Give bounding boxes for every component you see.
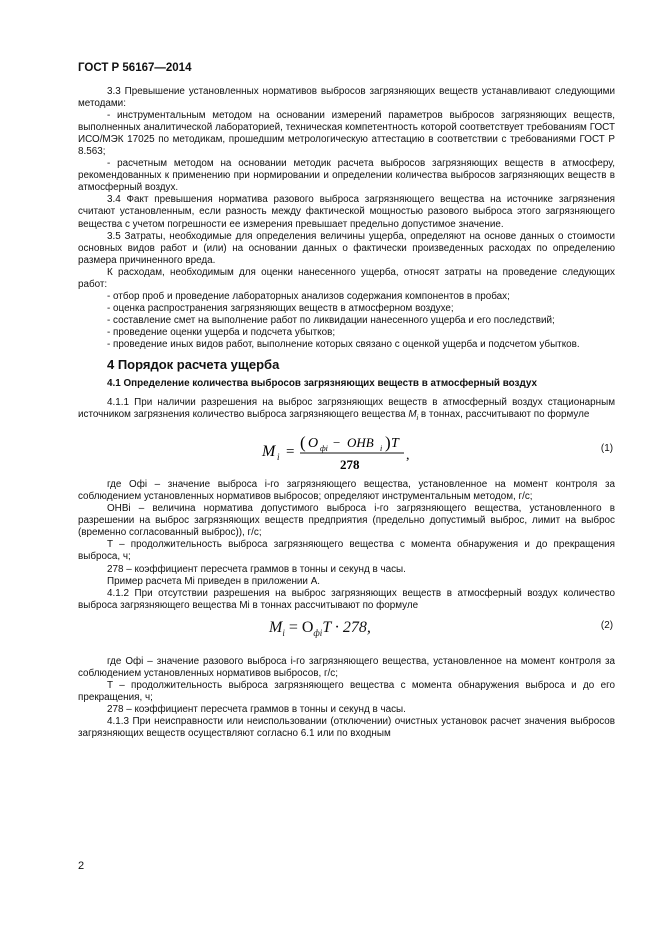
paragraph-4-1-1-end: в тоннах, рассчитывают по формуле [418,409,590,421]
formula-2-rest: T · 278, [322,618,371,636]
formula-1-o: O [308,436,319,452]
formula-1 [78,429,615,475]
variable-m-sub: i [416,415,419,423]
formula-1-paren-close: ) [385,433,391,453]
section-heading-4: 4 Порядок расчета ущерба [107,357,280,373]
list-item-other-works: - проведение иных видов работ, выполнение которых связано с оценкой ущерба и подсчетом убытков. [107,338,580,350]
paragraph-expenses: К расходам, необходимым для оценки нанесенного ущерба, относят затраты на проведение следующих работ: [78,266,615,290]
formula-2-o-sub: фi [313,627,323,638]
formula-1-onv-sub: i [380,444,383,454]
definition-onv: ОНВi – величина норматива допустимого выброса i-го загрязняющего вещества, установленного в разрешении на выброс загрязняющих веществ предприятия (предельно допустимый выброс, лимит на выброс (временно согласованный выброс)), г/с; [78,503,615,539]
paragraph-4-1-1-text: 4.1.1 При наличии разрешения на выброс загрязняющих веществ в атмосферный воздух стационарным источником загрязнения количество выброса загрязняющего вещества [78,397,615,421]
formula-1-o-sub: фi [320,444,328,454]
paragraph-4-1-3: 4.1.3 При неисправности или неиспользовании (отключении) очистных установок расчет значения выбросов загрязняющих веществ осуществляют согласно 6.1 или по входным [78,715,615,739]
formula-2-expression [269,618,371,639]
list-item-sampling: - отбор проб и проведение лабораторных анализов содержания компонентов в пробах; [107,290,510,302]
paragraph-3-3: 3.3 Превышение установленных нормативов выбросов загрязняющих веществ устанавливают следующими методами: [78,86,615,110]
formula-2 [78,616,615,650]
formula-1-denominator: 278 [340,457,360,473]
formula-2-number: (2) [600,619,613,631]
page-number: 2 [78,860,85,872]
paragraph-4-1-1 [78,397,615,425]
formula-1-t: T [391,436,399,452]
formula-1-equals: = [286,444,295,461]
definition-278-2: 278 – коэффициент пересчета граммов в тонны и секунд в часы. [107,703,406,715]
definition-t: T – продолжительность выброса загрязняющего вещества с момента обнаружения и до прекращения выброса, ч; [78,539,615,563]
formula-1-graphic [260,429,500,475]
formula-1-onv: ОНВ [347,435,374,451]
paragraph-4-1-2: 4.1.2 При отсутствии разрешения на выброс загрязняющих веществ в атмосферный воздух количество выброса загрязняющего вещества Mi в тоннах рассчитывают по формуле [78,587,615,611]
paragraph-3-4: 3.4 Факт превышения норматива разового выброса загрязняющего вещества на источнике загрязнения считают установленным, если разность между фактической мощностью разового выброса этого загрязняющего вещества с учетом погрешности ее измерения превышает предельно допустимое значение. [78,194,615,230]
definition-278: 278 – коэффициент пересчета граммов в тонны и секунд в часы. [107,563,406,575]
list-item-damage-evaluation: - проведение оценки ущерба и подсчета убытков; [107,326,336,338]
formula-2-m-sub: i [282,627,285,638]
list-item-instrumental: - инструментальным методом на основании измерений параметров выбросов загрязняющих веществ, выполненных аналитической лабораторией, техническая компетентность которой соответствует требованиям ГОСТ ИСО/МЭК 17025 по методикам, прошедшим метрологическую аттестацию в соответствии с требованиями ГОСТ Р 8.563; [78,110,615,158]
document-body [78,86,615,740]
list-item-calculation: - расчетным методом на основании методик расчета выбросов загрязняющих веществ в атмосферу, рекомендованных к применению при нормировании и определении количества выбросов загрязняющих веществ в атмосферный воздух. [78,158,615,194]
subsection-heading-4-1: 4.1 Определение количества выбросов загрязняющих веществ в атмосферный воздух [107,378,537,390]
formula-1-paren-open: ( [300,433,306,453]
definition-t-2: T – продолжительность выброса загрязняющего вещества с момента обнаружения выброса и до его прекращения, ч; [78,679,615,703]
formula-1-number: (1) [600,443,613,455]
definition-o-2: где Oфi – значение разового выброса i-го загрязняющего вещества, установленное на момент контроля за соблюдением установленных нормативов выбросов, г/с; [78,655,615,679]
list-item-assessment: - оценка распространения загрязняющих веществ в атмосферном воздухе; [107,302,454,314]
formula-1-lhs: M [262,443,276,461]
variable-m: M [408,409,417,421]
list-item-estimates: - составление смет на выполнение работ по ликвидации нанесенного ущерба и его последствий; [107,314,555,326]
formula-1-comma: , [406,448,410,464]
document-header: ГОСТ Р 56167—2014 [78,62,192,74]
formula-1-lhs-sub: i [277,452,280,463]
formula-2-m: M [269,618,283,636]
definition-o: где Oфi – значение выброса i-го загрязняющего вещества, установленное на момент контроля за соблюдением установленных нормативов выбросов; определяют инструментальным методом, г/с; [78,479,615,503]
formula-1-minus: − [333,435,341,451]
formula-2-eq: = O [284,618,314,636]
example-reference: Пример расчета Mi приведен в приложении А. [107,575,321,587]
paragraph-3-5: 3.5 Затраты, необходимые для определения величины ущерба, определяют на основе данных о стоимости основных видов работ и (или) на основании данных о фактически произведенных расходах по определению размера причиненного вреда. [78,230,615,266]
